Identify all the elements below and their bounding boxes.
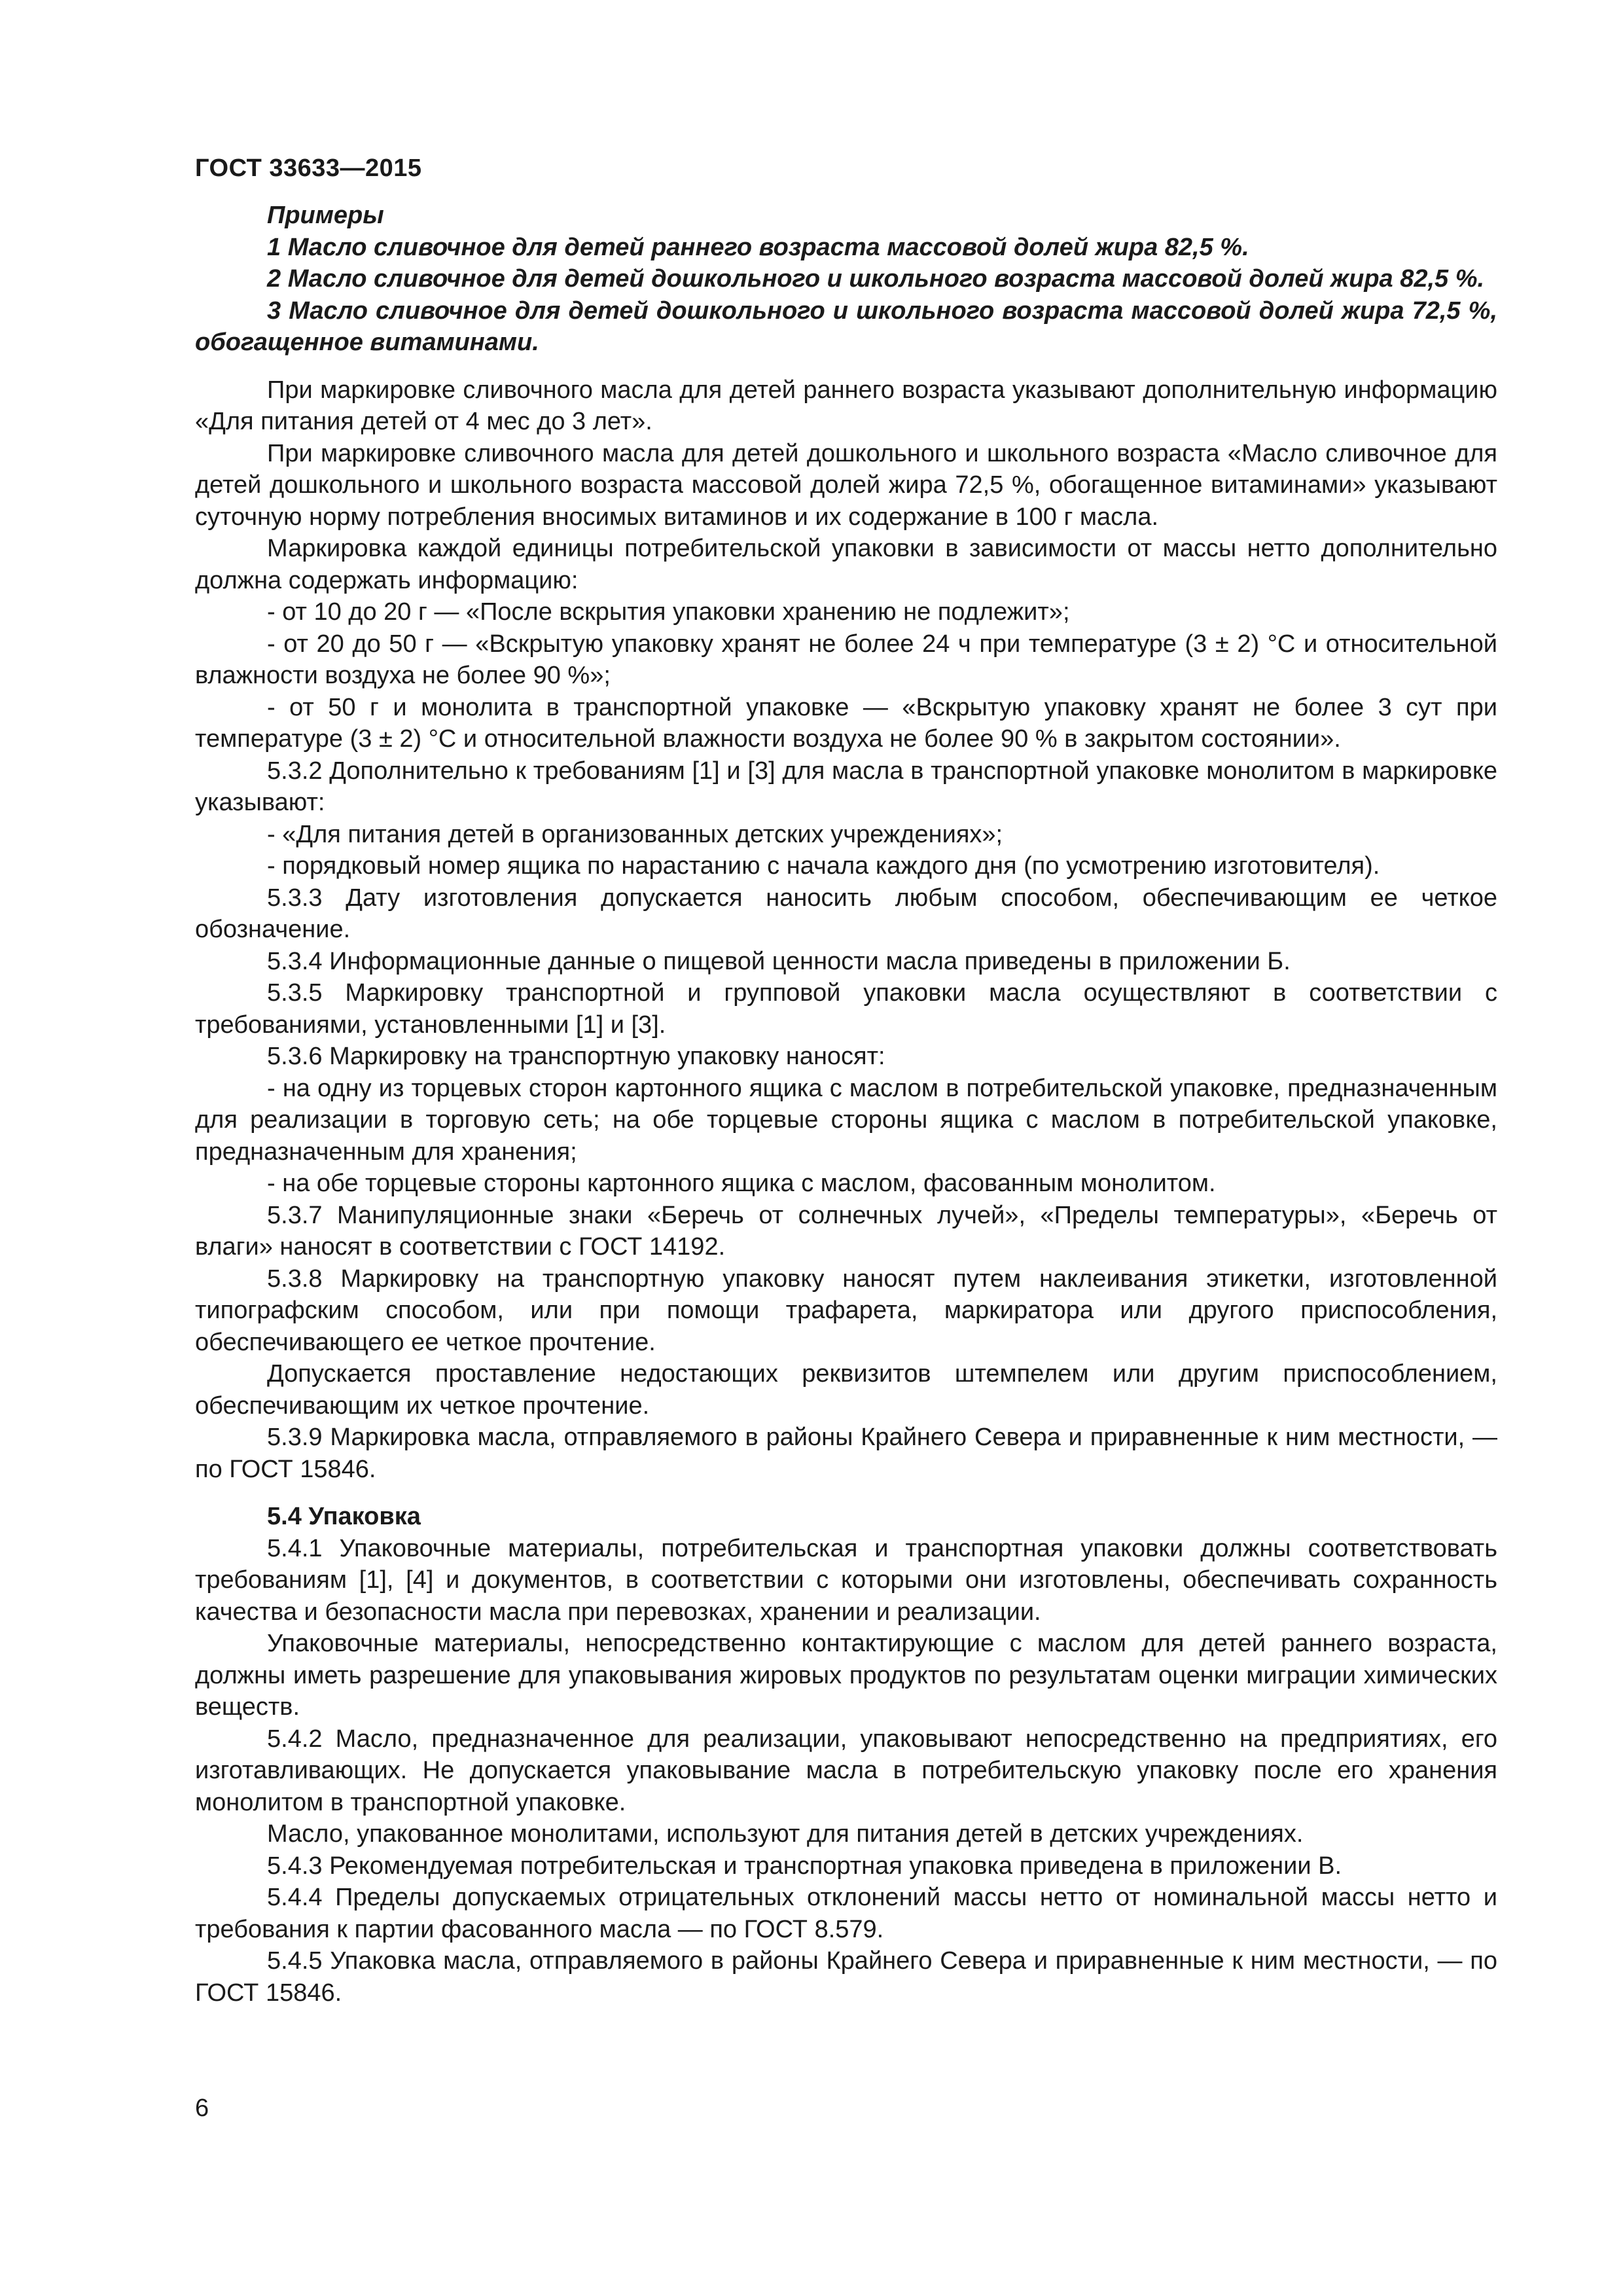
clause-5-3-7: 5.3.7 Манипуляционные знаки «Беречь от солнечных лучей», «Пределы температуры», «Беречь от влаги» наносят в соответствии с ГОСТ 14192.: [195, 1201, 1497, 1261]
list-item: - «Для питания детей в организованных детских учреждениях»;: [267, 820, 1003, 848]
clause-5-3-8: 5.3.8 Маркировку на транспортную упаковку наносят путем наклеивания этикетки, изготовленной типографским способом, или при помощи трафарета, маркиратора или другого приспособления, обеспечивающего ее четкое прочтение.: [195, 1265, 1497, 1356]
paragraph: Допускается проставление недостающих реквизитов штемпелем или другим приспособлением, обеспечивающим их четкое прочтение.: [195, 1360, 1497, 1420]
clause-5-4-4: 5.4.4 Пределы допускаемых отрицательных отклонений массы нетто от номинальной массы нетто и требования к партии фасованного масла — по ГОСТ 8.579.: [195, 1884, 1497, 1943]
document-header: ГОСТ 33633—2015: [195, 154, 422, 182]
page-number: 6: [195, 2094, 209, 2122]
paragraph: Масло, упакованное монолитами, используют для питания детей в детских учреждениях.: [267, 1820, 1304, 1848]
example-item: 3 Масло сливочное для детей дошкольного и школьного возраста массовой долей жира 72,5 %, обогащенное витаминами.: [195, 296, 1497, 356]
examples-heading: Примеры: [267, 202, 384, 229]
example-item: 2 Масло сливочное для детей дошкольного и школьного возраста массовой долей жира 82,5 %.: [267, 265, 1485, 293]
clause-5-3-4: 5.3.4 Информационные данные о пищевой ценности масла приведены в приложении Б.: [267, 947, 1291, 975]
list-item: - порядковый номер ящика по нарастанию с начала каждого дня (по усмотрению изготовителя).: [267, 852, 1380, 880]
list-item: - на одну из торцевых сторон картонного ящика с маслом в потребительской упаковке, предназначенным для реализации в торговую сеть; на обе торцевые стороны ящика с маслом в потребительской упаковке, предназначенным для хранения;: [195, 1074, 1497, 1166]
list-item: - от 20 до 50 г — «Вскрытую упаковку хранят не более 24 ч при температуре (3 ± 2) °С и относительной влажности воздуха не более 90 %»;: [195, 630, 1497, 689]
examples-block: [195, 200, 1497, 359]
paragraph: При маркировке сливочного масла для детей дошкольного и школьного возраста «Масло сливочное для детей дошкольного и школьного возраста массовой долей жира 72,5 %, обогащенное витаминами» указывают суточную норму потребления вносимых витаминов и их содержание в 100 г масла.: [195, 439, 1497, 531]
clause-5-4-3: 5.4.3 Рекомендуемая потребительская и транспортная упаковка приведена в приложении В.: [267, 1852, 1342, 1880]
document-content: [195, 200, 1497, 2009]
example-item: 1 Масло сливочное для детей раннего возраста массовой долей жира 82,5 %.: [267, 233, 1249, 261]
clause-5-3-2: 5.3.2 Дополнительно к требованиям [1] и [3] для масла в транспортной упаковке монолитом в маркировке указывают:: [195, 757, 1497, 816]
clause-5-3-6: 5.3.6 Маркировку на транспортную упаковку наносят:: [267, 1043, 885, 1070]
list-item: - от 10 до 20 г — «После вскрытия упаковки хранению не подлежит»;: [267, 598, 1070, 626]
paragraph: При маркировке сливочного масла для детей раннего возраста указывают дополнительную информацию «Для питания детей от 4 мес до 3 лет».: [195, 376, 1497, 435]
clause-5-4-5: 5.4.5 Упаковка масла, отправляемого в районы Крайнего Севера и приравненные к ним местности, — по ГОСТ 15846.: [195, 1947, 1497, 2007]
clause-5-4-1: 5.4.1 Упаковочные материалы, потребительская и транспортная упаковки должны соответствовать требованиям [1], [4] и документов, в соответствии с которыми они изготовлены, обеспечивать сохранность качества и безопасности масла при перевозках, хранении и реализации.: [195, 1534, 1497, 1626]
clause-5-4-2: 5.4.2 Масло, предназначенное для реализации, упаковывают непосредственно на предприятиях, его изготавливающих. Не допускается упаковывание масла в потребительскую упаковку после его хранения монолитом в транспортной упаковке.: [195, 1725, 1497, 1816]
list-item: - на обе торцевые стороны картонного ящика с маслом, фасованным монолитом.: [267, 1170, 1216, 1197]
clause-5-3-9: 5.3.9 Маркировка масла, отправляемого в районы Крайнего Севера и приравненные к ним местности, — по ГОСТ 15846.: [195, 1424, 1497, 1483]
clause-5-3-5: 5.3.5 Маркировку транспортной и групповой упаковки масла осуществляют в соответствии с требованиями, установленными [1] и [3].: [195, 979, 1497, 1039]
section-title-5-4: 5.4 Упаковка: [267, 1503, 421, 1530]
clause-5-3-3: 5.3.3 Дату изготовления допускается наносить любым способом, обеспечивающим ее четкое обозначение.: [195, 884, 1497, 943]
paragraph: Упаковочные материалы, непосредственно контактирующие с маслом для детей раннего возраста, должны иметь разрешение для упаковывания жировых продуктов по результатам оценки миграции химических веществ.: [195, 1630, 1497, 1721]
paragraph: Маркировка каждой единицы потребительской упаковки в зависимости от массы нетто дополнительно должна содержать информацию:: [195, 535, 1497, 594]
list-item: - от 50 г и монолита в транспортной упаковке — «Вскрытую упаковку хранят не более 3 сут при температуре (3 ± 2) °С и относительной влажности воздуха не более 90 % в закрытом состоянии».: [195, 693, 1497, 753]
